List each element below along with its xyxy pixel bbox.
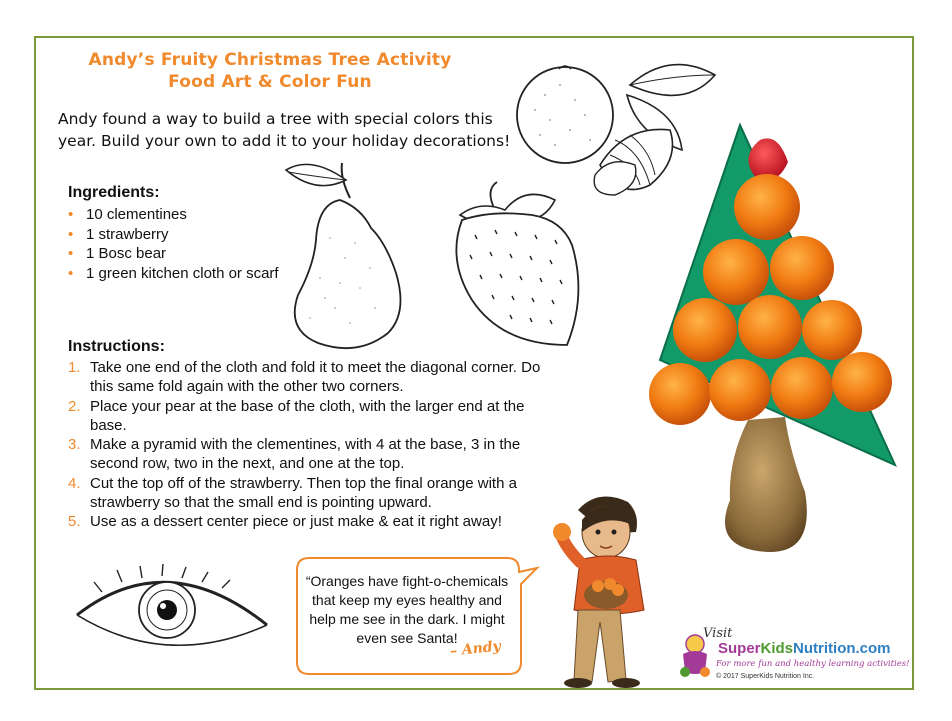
list-item: 3. Make a pyramid with the clementines, with 4 at the base, 3 in the second row, two in the next, and one at the top. <box>68 436 521 473</box>
copyright-text: © 2017 SuperKids Nutrition Inc. <box>716 673 815 680</box>
instructions-heading: Instructions: <box>68 338 165 355</box>
quote-signature: – Andy <box>449 638 502 660</box>
visit-label: Visit <box>703 626 733 641</box>
page-title: Andy’s Fruity Christmas Tree Activity <box>88 50 452 70</box>
list-item: 1. Take one end of the cloth and fold it to meet the diagonal corner. Do this same fold again with the other two corners. <box>68 359 541 396</box>
instructions-list <box>68 358 543 532</box>
quote-text: “Oranges have fight-o-chemicals that keep my eyes healthy and help me see in the dark. I might even see Santa! <box>305 573 509 646</box>
page-subtitle: Food Art & Color Fun <box>168 72 372 92</box>
list-item: 2. Place your pear at the base of the cloth, with the larger end at the base. <box>68 397 525 434</box>
brand-tagline: For more fun and healthy learning activities! <box>716 659 910 669</box>
andy-character-illustration <box>548 490 683 690</box>
list-item: • 1 Bosc bear <box>68 245 167 262</box>
pear-drawing <box>280 158 410 353</box>
brand-link[interactable]: SuperKidsNutrition.com <box>718 640 891 657</box>
ingredients-heading: Ingredients: <box>68 184 160 201</box>
ingredients-list <box>68 205 288 283</box>
list-item: 5. Use as a dessert center piece or just make & eat it right away! <box>68 513 502 531</box>
list-item: • 10 clementines <box>68 206 187 223</box>
eye-drawing <box>72 570 272 655</box>
list-item: • 1 green kitchen cloth or scarf <box>68 264 279 282</box>
list-item: • 1 strawberry <box>68 225 169 243</box>
intro-text: Andy found a way to build a tree with special colors this year. Build your own to add it to your holiday decorations! <box>58 110 511 150</box>
list-item: 4. Cut the top off of the strawberry. Then top the final orange with a strawberry so that the small end is pointing upward. <box>68 474 517 512</box>
strawberry-drawing <box>450 180 585 355</box>
